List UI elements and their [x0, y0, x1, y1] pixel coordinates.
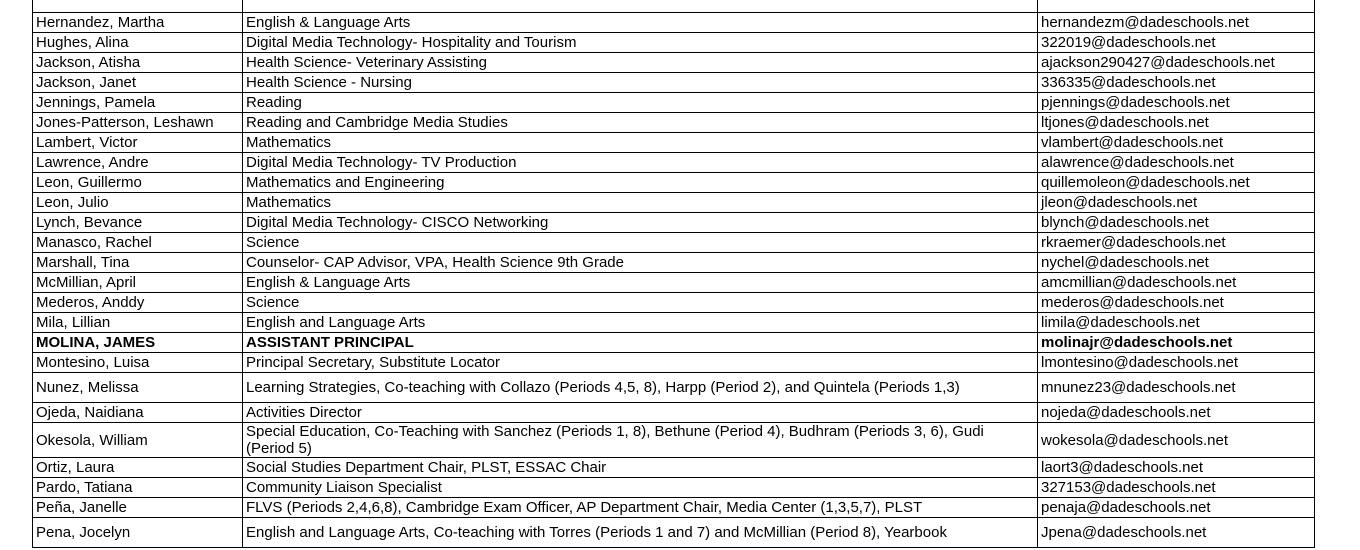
table-row: [33, 423, 1315, 458]
staff-role-cell: Counselor- CAP Advisor, VPA, Health Science 9th Grade: [243, 253, 1038, 273]
staff-email-cell: Jpena@dadeschools.net: [1038, 518, 1315, 548]
staff-name-cell: MOLINA, JAMES: [33, 333, 243, 353]
staff-name-cell: Lynch, Bevance: [33, 213, 243, 233]
staff-role-cell: Special Education, Co-Teaching with Sanchez (Periods 1, 8), Bethune (Period 4), Budhram (Periods 3, 6), Gudi (Period 5): [243, 423, 1038, 458]
staff-role-cell: Digital Media Technology- Hospitality and Tourism: [243, 33, 1038, 53]
staff-email-cell: rkraemer@dadeschools.net: [1038, 233, 1315, 253]
table-row: [33, 73, 1315, 93]
staff-email-cell: 327153@dadeschools.net: [1038, 478, 1315, 498]
staff-email-cell: nojeda@dadeschools.net: [1038, 403, 1315, 423]
staff-email-cell: penaja@dadeschools.net: [1038, 498, 1315, 518]
staff-role-cell: ASSISTANT PRINCIPAL: [243, 333, 1038, 353]
staff-email-cell: ltjones@dadeschools.net: [1038, 113, 1315, 133]
staff-name-cell: Jones-Patterson, Leshawn: [33, 113, 243, 133]
staff-email-cell: molinajr@dadeschools.net: [1038, 333, 1315, 353]
staff-name-cell: Hughes, Alina: [33, 33, 243, 53]
staff-email-cell: blynch@dadeschools.net: [1038, 213, 1315, 233]
staff-role-cell: Mathematics and Engineering: [243, 173, 1038, 193]
staff-role-cell: [243, 0, 1038, 13]
staff-name-cell: Mila, Lillian: [33, 313, 243, 333]
staff-role-cell: Principal Secretary, Substitute Locator: [243, 353, 1038, 373]
staff-email-cell: jleon@dadeschools.net: [1038, 193, 1315, 213]
staff-name-cell: Jackson, Janet: [33, 73, 243, 93]
staff-email-cell: mederos@dadeschools.net: [1038, 293, 1315, 313]
table-row: [33, 113, 1315, 133]
staff-name-cell: Nunez, Melissa: [33, 373, 243, 403]
table-row: [33, 253, 1315, 273]
table-row: [33, 0, 1315, 13]
staff-name-cell: Lawrence, Andre: [33, 153, 243, 173]
staff-role-cell: Reading and Cambridge Media Studies: [243, 113, 1038, 133]
staff-email-cell: nychel@dadeschools.net: [1038, 253, 1315, 273]
staff-role-cell: English & Language Arts: [243, 13, 1038, 33]
staff-email-cell: mnunez23@dadeschools.net: [1038, 373, 1315, 403]
staff-role-cell: Science: [243, 233, 1038, 253]
staff-role-cell: Health Science - Nursing: [243, 73, 1038, 93]
staff-role-cell: English & Language Arts: [243, 273, 1038, 293]
table-row: [33, 33, 1315, 53]
staff-name-cell: Lambert, Victor: [33, 133, 243, 153]
table-row: [33, 13, 1315, 33]
staff-email-cell: pjennings@dadeschools.net: [1038, 93, 1315, 113]
staff-email-cell: vlambert@dadeschools.net: [1038, 133, 1315, 153]
staff-table-body: [33, 0, 1315, 548]
staff-role-cell: Community Liaison Specialist: [243, 478, 1038, 498]
staff-name-cell: Ojeda, Naidiana: [33, 403, 243, 423]
staff-email-cell: amcmillian@dadeschools.net: [1038, 273, 1315, 293]
table-row: [33, 403, 1315, 423]
staff-email-cell: 336335@dadeschools.net: [1038, 73, 1315, 93]
staff-role-cell: Science: [243, 293, 1038, 313]
staff-role-cell: Mathematics: [243, 193, 1038, 213]
staff-name-cell: Leon, Guillermo: [33, 173, 243, 193]
staff-name-cell: Leon, Julio: [33, 193, 243, 213]
table-row: [33, 478, 1315, 498]
staff-name-cell: McMillian, April: [33, 273, 243, 293]
staff-email-cell: wokesola@dadeschools.net: [1038, 423, 1315, 458]
staff-role-cell: Digital Media Technology- CISCO Networking: [243, 213, 1038, 233]
table-row: [33, 93, 1315, 113]
table-row: [33, 133, 1315, 153]
staff-name-cell: Hernandez, Martha: [33, 13, 243, 33]
table-row: [33, 213, 1315, 233]
staff-role-cell: Social Studies Department Chair, PLST, ESSAC Chair: [243, 458, 1038, 478]
staff-name-cell: Pena, Jocelyn: [33, 518, 243, 548]
staff-table: [32, 0, 1315, 548]
staff-directory: [32, 0, 1314, 548]
staff-email-cell: 322019@dadeschools.net: [1038, 33, 1315, 53]
staff-name-cell: Peña, Janelle: [33, 498, 243, 518]
table-row: [33, 293, 1315, 313]
table-row: [33, 333, 1315, 353]
table-row: [33, 458, 1315, 478]
staff-email-cell: alawrence@dadeschools.net: [1038, 153, 1315, 173]
staff-name-cell: [33, 0, 243, 13]
table-row: [33, 233, 1315, 253]
staff-name-cell: Jackson, Atisha: [33, 53, 243, 73]
staff-role-cell: Mathematics: [243, 133, 1038, 153]
staff-name-cell: Okesola, William: [33, 423, 243, 458]
staff-email-cell: laort3@dadeschools.net: [1038, 458, 1315, 478]
staff-name-cell: Montesino, Luisa: [33, 353, 243, 373]
staff-name-cell: Pardo, Tatiana: [33, 478, 243, 498]
staff-role-cell: Activities Director: [243, 403, 1038, 423]
staff-role-cell: English and Language Arts, Co-teaching with Torres (Periods 1 and 7) and McMillian (Period 8), Yearbook: [243, 518, 1038, 548]
staff-name-cell: Mederos, Anddy: [33, 293, 243, 313]
staff-name-cell: Ortiz, Laura: [33, 458, 243, 478]
staff-name-cell: Manasco, Rachel: [33, 233, 243, 253]
staff-role-cell: Learning Strategies, Co-teaching with Collazo (Periods 4,5, 8), Harpp (Period 2), and Quintela (Periods 1,3): [243, 373, 1038, 403]
table-row: [33, 53, 1315, 73]
staff-role-cell: Digital Media Technology- TV Production: [243, 153, 1038, 173]
table-row: [33, 193, 1315, 213]
staff-email-cell: [1038, 0, 1315, 13]
table-row: [33, 373, 1315, 403]
table-row: [33, 313, 1315, 333]
staff-email-cell: lmontesino@dadeschools.net: [1038, 353, 1315, 373]
staff-email-cell: hernandezm@dadeschools.net: [1038, 13, 1315, 33]
staff-email-cell: ajackson290427@dadeschools.net: [1038, 53, 1315, 73]
staff-name-cell: Jennings, Pamela: [33, 93, 243, 113]
staff-role-cell: Health Science- Veterinary Assisting: [243, 53, 1038, 73]
table-row: [33, 153, 1315, 173]
staff-role-cell: English and Language Arts: [243, 313, 1038, 333]
table-row: [33, 353, 1315, 373]
staff-email-cell: limila@dadeschools.net: [1038, 313, 1315, 333]
table-row: [33, 498, 1315, 518]
staff-email-cell: quillemoleon@dadeschools.net: [1038, 173, 1315, 193]
staff-name-cell: Marshall, Tina: [33, 253, 243, 273]
staff-role-cell: FLVS (Periods 2,4,6,8), Cambridge Exam Officer, AP Department Chair, Media Center (1,3,5,7), PLST: [243, 498, 1038, 518]
table-row: [33, 518, 1315, 548]
table-row: [33, 273, 1315, 293]
staff-role-cell: Reading: [243, 93, 1038, 113]
table-row: [33, 173, 1315, 193]
